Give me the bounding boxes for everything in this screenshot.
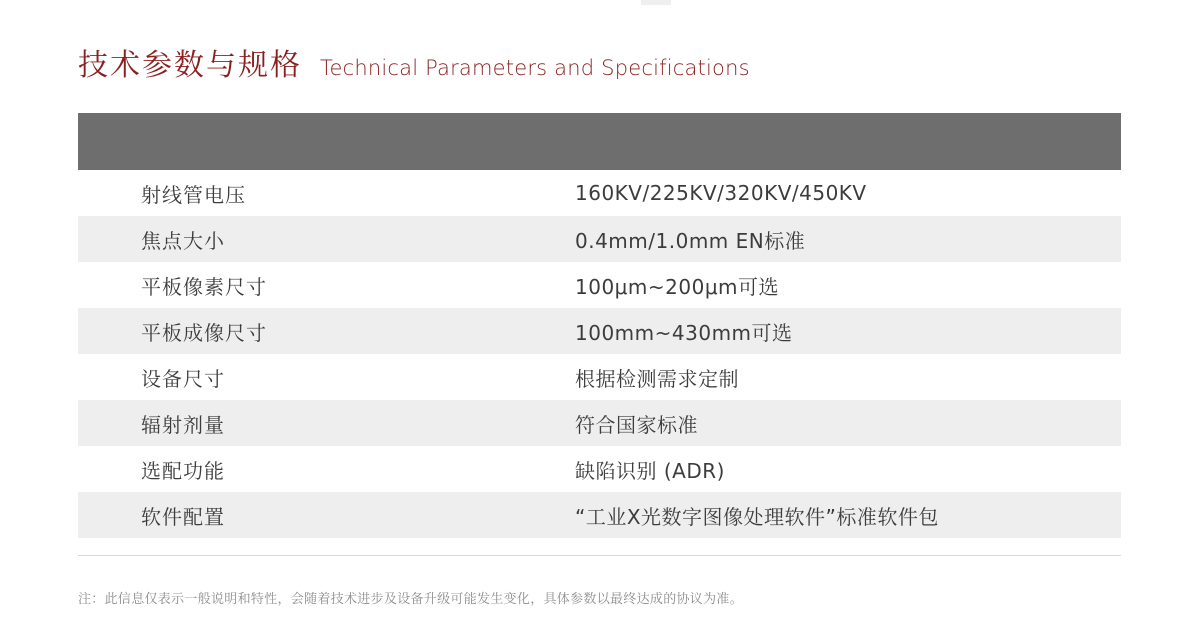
table-bottom-divider: [78, 555, 1121, 556]
spec-value: 100μm~200μm可选: [575, 274, 780, 299]
table-row: [78, 400, 1121, 446]
spec-label: 焦点大小: [141, 228, 225, 253]
table-row: [78, 308, 1121, 354]
table-row: [78, 170, 1121, 216]
table-row: [78, 354, 1121, 400]
spec-label: 平板成像尺寸: [141, 320, 267, 345]
spec-value: “工业X光数字图像处理软件”标准软件包: [575, 504, 939, 529]
spec-value: 根据检测需求定制: [575, 366, 739, 391]
spec-label: 辐射剂量: [141, 412, 225, 437]
table-row: [78, 492, 1121, 538]
spec-table-body: [78, 170, 1121, 538]
page-title-en: Technical Parameters and Specifications: [320, 56, 750, 80]
spec-value: 160KV/225KV/320KV/450KV: [575, 181, 867, 205]
footnote-text: 注：此信息仅表示一般说明和特性，会随着技术进步及设备升级可能发生变化，具体参数以最终达成的协议为准。: [78, 592, 744, 607]
table-header-bar: [78, 113, 1121, 170]
table-row: [78, 216, 1121, 262]
table-row: [78, 262, 1121, 308]
top-edge-marker: [641, 0, 671, 5]
spec-label: 射线管电压: [141, 182, 246, 207]
spec-value: 100mm~430mm可选: [575, 320, 793, 345]
spec-value: 0.4mm/1.0mm EN标准: [575, 228, 806, 253]
spec-value: 缺陷识别 (ADR): [575, 458, 725, 483]
spec-label: 平板像素尺寸: [141, 274, 267, 299]
page-title: [78, 40, 750, 84]
page-title-cn: 技术参数与规格: [78, 48, 302, 83]
spec-label: 选配功能: [141, 458, 225, 483]
spec-value: 符合国家标准: [575, 412, 698, 437]
spec-label: 设备尺寸: [141, 366, 225, 391]
spec-label: 软件配置: [141, 504, 225, 529]
table-row: [78, 446, 1121, 492]
specifications-table: [78, 113, 1121, 538]
